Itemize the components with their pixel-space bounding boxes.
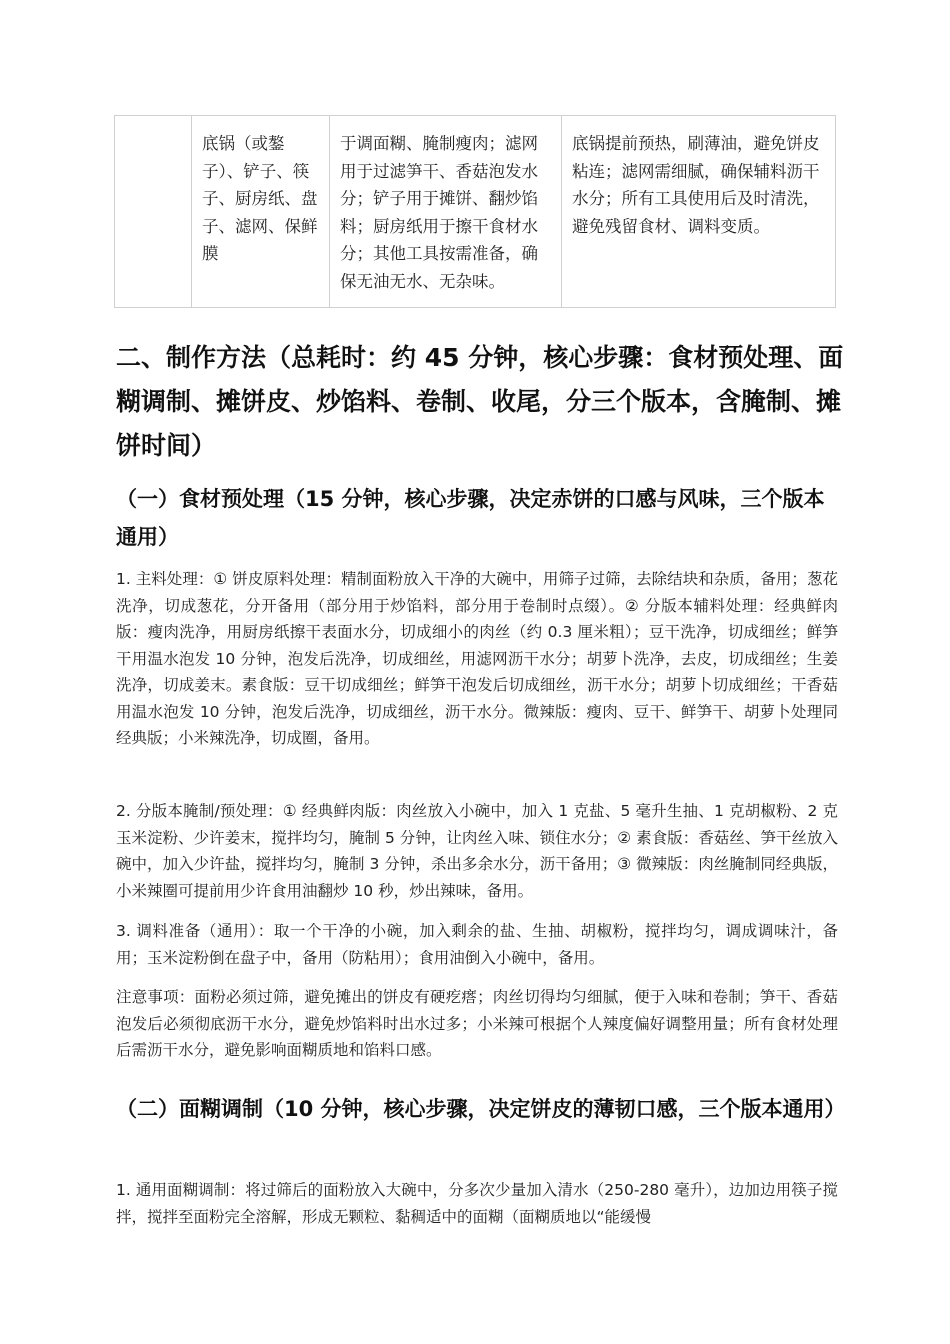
tools-table [114,115,836,308]
table-cell-notes: 底锅提前预热，刷薄油，避免饼皮粘连；滤网需细腻，确保辅料沥干水分；所有工具使用后及时清洗，避免残留食材、调料变质。 [562,116,836,308]
section-heading-method: 二、制作方法（总耗时：约 45 分钟，核心步骤：食材预处理、面糊调制、摊饼皮、炒馅料、卷制、收尾，分三个版本，含腌制、摊饼时间） [116,343,844,460]
paragraph-main-ingredients: 1. 主料处理：① 饼皮原料处理：精制面粉放入干净的大碗中，用筛子过筛，去除结块和杂质，备用；葱花洗净，切成葱花，分开备用（部分用于炒馅料，部分用于卷制时点缀）。② 分版本辅料处理：经典鲜肉版：瘦肉洗净，用厨房纸擦干表面水分，切成细小的肉丝（约 0.3 厘米粗）；豆干洗净，切成细丝；鲜笋干用温水泡发 10 分钟，泡发后洗净，切成细丝，用滤网沥干水分；胡萝卜洗净，去皮，切成细丝；生姜洗净，切成姜末。素食版：豆干切成细丝；鲜笋干泡发后切成细丝，沥干水分；胡萝卜切成细丝；干香菇用温水泡发 10 分钟，泡发后洗净，切成细丝，沥干水分。微辣版：瘦肉、豆干、鲜笋干、胡萝卜处理同经典版；小米辣洗净，切成圈，备用。 [116,570,838,747]
table-cell-empty [115,116,192,308]
paragraph-marinate: 2. 分版本腌制/预处理：① 经典鲜肉版：肉丝放入小碗中，加入 1 克盐、5 毫升生抽、1 克胡椒粉、2 克玉米淀粉、少许姜末，搅拌均匀，腌制 5 分钟，让肉丝入味、锁住水分；② 素食版：香菇丝、笋干丝放入碗中，加入少许盐，搅拌均匀，腌制 3 分钟，杀出多余水分，沥干备用；③ 微辣版：肉丝腌制同经典版，小米辣圈可提前用少许食用油翻炒 10 秒，炒出辣味，备用。 [116,802,838,900]
paragraph-seasoning: 3. 调料准备（通用）：取一个干净的小碗，加入剩余的盐、生抽、胡椒粉，搅拌均匀，调成调味汁，备用；玉米淀粉倒在盘子中，备用（防粘用）；食用油倒入小碗中，备用。 [116,922,838,967]
table-row [115,116,836,308]
table-cell-usage: 于调面糊、腌制瘦肉；滤网用于过滤笋干、香菇泡发水分；铲子用于摊饼、翻炒馅料；厨房纸用于擦干食材水分；其他工具按需准备，确保无油无水、无杂味。 [330,116,562,308]
subsection-heading-batter: （二）面糊调制（10 分钟，核心步骤，决定饼皮的薄韧口感，三个版本通用） [116,1097,846,1121]
paragraph-batter: 1. 通用面糊调制：将过筛后的面粉放入大碗中，分多次少量加入清水（250-280 毫升），边加边用筷子搅拌，搅拌至面粉完全溶解，形成无颗粒、黏稠适中的面糊（面糊质地以“能缓慢 [116,1181,838,1226]
subsection-heading-prep: （一）食材预处理（15 分钟，核心步骤，决定赤饼的口感与风味，三个版本通用） [116,487,825,549]
paragraph-notes: 注意事项：面粉必须过筛，避免摊出的饼皮有硬疙瘩；肉丝切得均匀细腻，便于入味和卷制；笋干、香菇泡发后必须彻底沥干水分，避免炒馅料时出水过多；小米辣可根据个人辣度偏好调整用量；所有食材处理后需沥干水分，避免影响面糊质地和馅料口感。 [116,988,838,1059]
table-cell-tools: 底锅（或鏊子）、铲子、筷子、厨房纸、盘子、滤网、保鲜膜 [192,116,330,308]
